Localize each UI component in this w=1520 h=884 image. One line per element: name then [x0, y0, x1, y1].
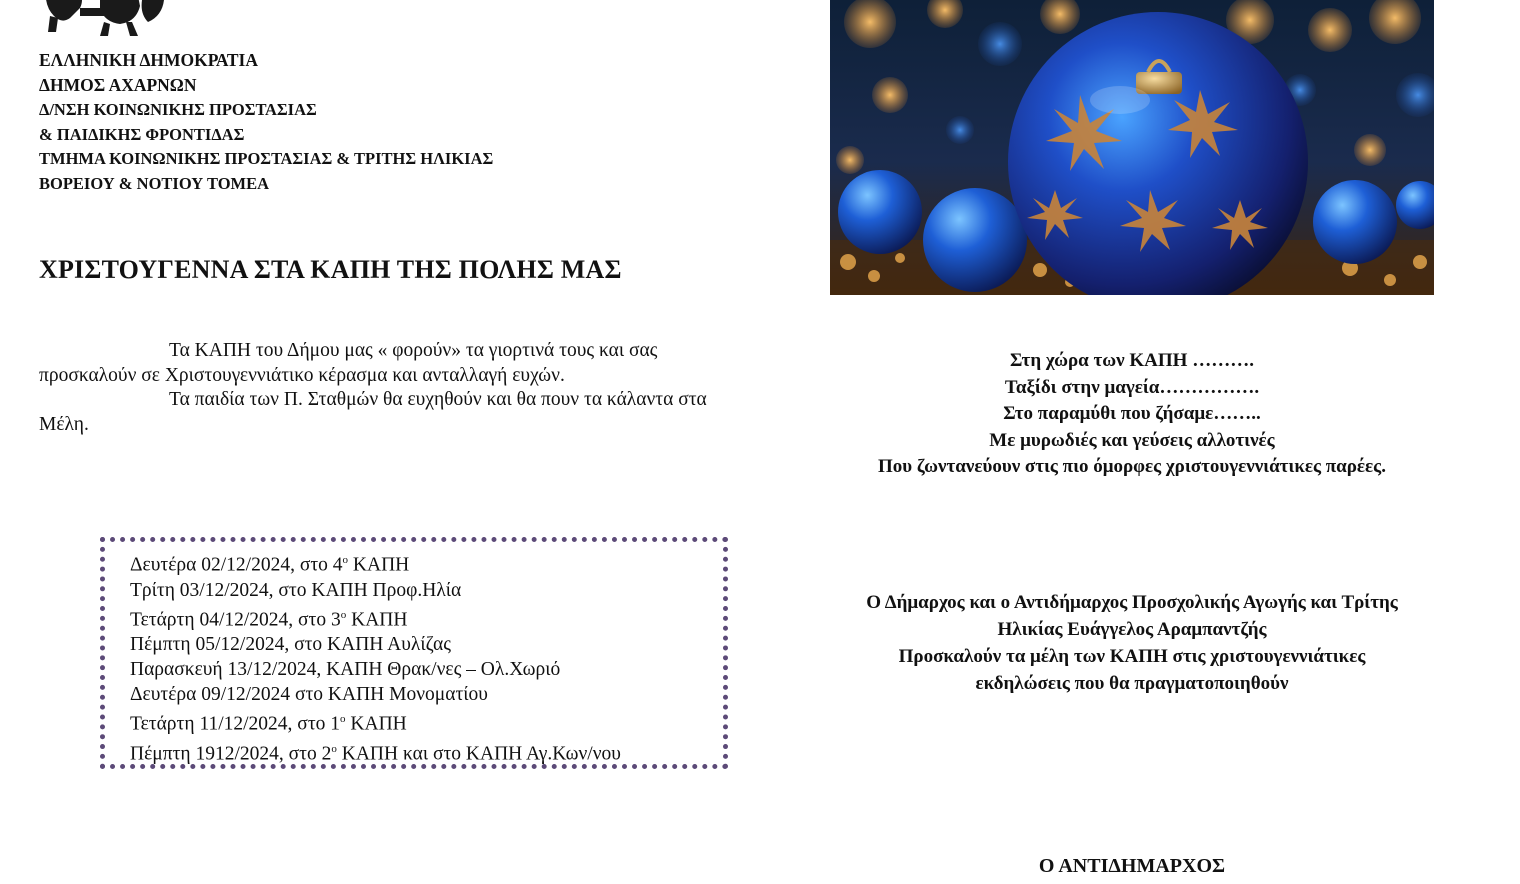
schedule-item: Τρίτη 03/12/2024, στο ΚΑΠΗ Προφ.Ηλία	[130, 579, 462, 601]
header-sector: ΒΟΡΕΙΟΥ & ΝΟΤΙΟΥ ΤΟΜΕΑ	[39, 173, 270, 193]
header-department: ΤΜΗΜΑ ΚΟΙΝΩΝΙΚΗΣ ΠΡΟΣΤΑΣΙΑΣ & ΤΡΙΤΗΣ ΗΛΙΚΙΑΣ	[39, 149, 494, 168]
intro-paragraph-1: Τα ΚΑΠΗ του Δήμου μας « φορούν» τα γιορτινά τους και σας προσκαλούν σε Χριστουγεννιάτικο κέρασμα και ανταλλαγή ευχών.	[39, 340, 658, 386]
schedule-item: Τετάρτη 11/12/2024, στο $1^o$ ΚΑΠΗ	[130, 713, 407, 735]
header-municipality: ΔΗΜΟΣ ΑΧΑΡΝΩΝ	[39, 75, 197, 95]
poem-line: Στο παραμύθι που ζήσαμε……..	[1003, 403, 1261, 425]
header-directorate-cont: & ΠΑΙΔΙΚΗΣ ΦΡΟΝΤΙΔΑΣ	[39, 124, 245, 144]
poem-line: Που ζωντανεύουν στις πιο όμορφες χριστουγεννιάτικες παρέες.	[878, 456, 1386, 478]
page-title: ΧΡΙΣΤΟΥΓΕΝΝΑ ΣΤΑ ΚΑΠΗ ΤΗΣ ΠΟΛΗΣ ΜΑΣ	[39, 255, 622, 284]
invitation-line: Ηλικίας Ευάγγελος Αραμπαντζής	[997, 619, 1267, 640]
invitation-line: εκδηλώσεις που θα πραγματοποιηθούν	[975, 673, 1289, 694]
intro-text	[39, 339, 739, 437]
invitation-line: Προσκαλούν τα μέλη των ΚΑΠΗ στις χριστουγεννιάτικες	[898, 646, 1366, 667]
poem-text	[770, 348, 1494, 481]
invitation-text	[770, 589, 1494, 697]
schedule-item: Δευτέρα 02/12/2024, στο $4^o$ ΚΑΠΗ	[130, 554, 410, 576]
schedule-item: Παρασκευή 13/12/2024, ΚΑΠΗ Θρακ/νες – Ολ.Χωριό	[130, 659, 561, 680]
schedule-item: Πέμπτη 05/12/2024, στο ΚΑΠΗ Αυλίζας	[130, 634, 451, 655]
signature-title: Ο ΑΝΤΙΔΗΜΑΡΧΟΣ	[1038, 855, 1226, 877]
schedule-item: Πέμπτη 1912/2024, στο $2^o$ ΚΑΠΗ και στο ΚΑΠΗ Αγ.Κων/νου	[130, 742, 621, 764]
christmas-ornament-photo	[830, 0, 1434, 295]
header-directorate: Δ/ΝΣΗ ΚΟΙΝΩΝΙΚΗΣ ΠΡΟΣΤΑΣΙΑΣ	[39, 100, 317, 119]
intro-paragraph-2: Τα παιδία των Π. Σταθμών θα ευχηθούν και θα πουν τα κάλαντα στα Μέλη.	[39, 389, 707, 435]
greek-coat-of-arms-icon	[40, 0, 166, 40]
invitation-line: Ο Δήμαρχος και ο Αντιδήμαρχος Προσχολικής Αγωγής και Τρίτης	[866, 592, 1398, 613]
poem-line: Ταξίδι στην μαγεία…………….	[1004, 376, 1260, 398]
issuing-authority-header	[39, 48, 493, 196]
schedule-item: Τετάρτη 04/12/2024, στο $3^o$ ΚΑΠΗ	[130, 608, 408, 630]
header-country: ΕΛΛΗΝΙΚΗ ΔΗΜΟΚΡΑΤΙΑ	[39, 50, 258, 70]
schedule-list	[130, 548, 621, 766]
schedule-item: Δευτέρα 09/12/2024 στο ΚΑΠΗ Μονοματίου	[130, 684, 488, 705]
poem-line: Στη χώρα των ΚΑΠΗ ……….	[1010, 350, 1254, 371]
poem-line: Με μυρωδιές και γεύσεις αλλοτινές	[989, 429, 1275, 451]
